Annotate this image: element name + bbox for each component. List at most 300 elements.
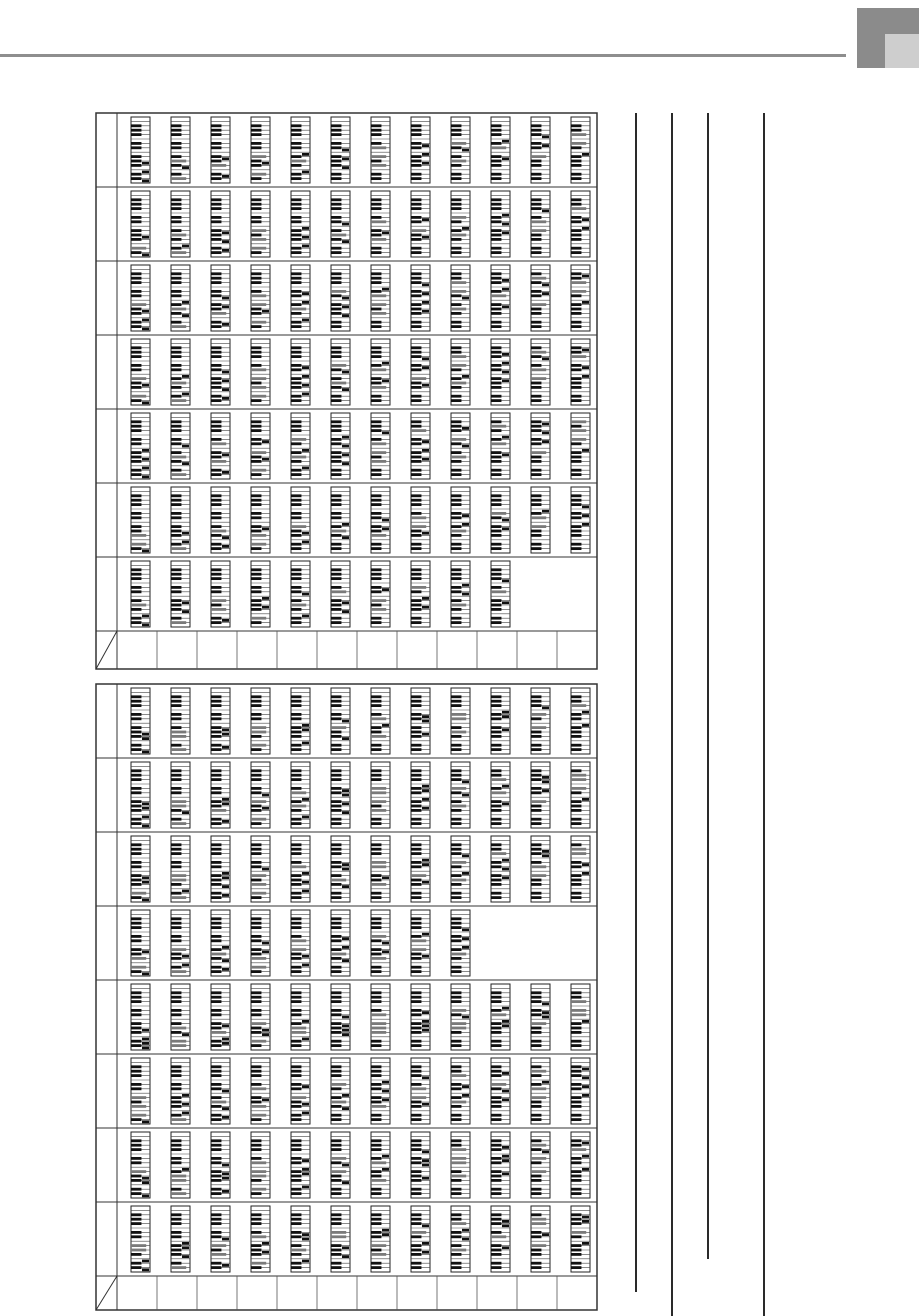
black-key — [331, 368, 341, 371]
black-key — [531, 787, 541, 790]
pressed-key-marker — [302, 366, 309, 369]
black-key — [331, 577, 341, 580]
black-key — [451, 586, 461, 589]
black-key — [211, 704, 221, 707]
black-key — [331, 621, 341, 624]
black-key — [131, 744, 141, 747]
black-key — [331, 787, 341, 790]
black-key — [291, 922, 301, 925]
black-key — [251, 351, 261, 354]
pressed-key-marker — [182, 166, 189, 169]
pressed-black-key — [451, 281, 466, 284]
pressed-black-key — [331, 1157, 346, 1160]
keyboard-diagram — [131, 688, 150, 754]
pressed-key-marker — [422, 449, 429, 452]
black-key — [331, 516, 341, 519]
black-key — [531, 1114, 541, 1117]
side-column-line — [763, 113, 765, 1316]
pressed-black-key — [211, 164, 226, 167]
black-key — [491, 1087, 501, 1090]
black-key — [291, 1074, 301, 1077]
pressed-black-key — [411, 1087, 426, 1090]
black-key — [331, 608, 341, 611]
pressed-key-marker — [142, 816, 149, 819]
black-key — [131, 460, 141, 463]
pressed-key-marker — [222, 323, 229, 326]
black-key — [491, 996, 501, 999]
pressed-black-key — [251, 1040, 266, 1043]
black-key — [531, 883, 541, 886]
keyboard-diagram — [371, 1206, 390, 1272]
keyboard-diagram — [411, 910, 430, 976]
black-key — [531, 386, 541, 389]
black-key — [291, 568, 301, 571]
keyboard-diagram — [291, 836, 310, 902]
black-key — [171, 769, 181, 772]
black-key — [531, 1262, 541, 1265]
pressed-key-marker — [462, 584, 469, 587]
black-key — [571, 1244, 581, 1247]
black-key — [411, 1105, 421, 1108]
black-key — [331, 238, 341, 241]
black-key — [571, 861, 581, 864]
black-key — [371, 1074, 381, 1077]
pressed-key-marker — [342, 462, 349, 465]
black-key — [371, 543, 381, 546]
black-key — [131, 843, 141, 846]
pressed-black-key — [491, 590, 506, 593]
black-key — [491, 1114, 501, 1117]
keyboard-diagram — [331, 339, 350, 405]
pressed-key-marker — [422, 301, 429, 304]
black-key — [371, 420, 381, 423]
pressed-black-key — [411, 948, 426, 951]
black-key — [571, 386, 581, 389]
black-key — [371, 247, 381, 250]
black-key — [291, 1161, 301, 1164]
black-key — [411, 1013, 421, 1016]
black-key — [211, 805, 221, 808]
black-key — [211, 577, 221, 580]
pressed-black-key — [491, 294, 506, 297]
black-key — [491, 991, 501, 994]
black-key — [211, 198, 221, 201]
black-key — [171, 883, 181, 886]
pressed-key-marker — [502, 288, 509, 291]
pressed-key-marker — [222, 240, 229, 243]
pressed-key-marker — [502, 1146, 509, 1149]
pressed-black-key — [571, 142, 586, 145]
pressed-black-key — [491, 791, 506, 794]
keyboard-diagram — [171, 339, 190, 405]
pressed-key-marker — [262, 597, 269, 600]
black-key — [211, 425, 221, 428]
pressed-black-key — [291, 525, 306, 528]
black-key — [451, 124, 461, 127]
pressed-key-marker — [142, 327, 149, 330]
black-key — [531, 355, 541, 358]
keyboard-diagram — [211, 1206, 230, 1272]
pressed-key-marker — [262, 458, 269, 461]
black-key — [171, 425, 181, 428]
pressed-key-marker — [222, 1042, 229, 1045]
keyboard-diagram — [171, 265, 190, 331]
black-key — [291, 451, 301, 454]
keyboard-diagram — [291, 561, 310, 627]
keyboard-diagram — [371, 1132, 390, 1198]
pressed-key-marker — [382, 527, 389, 530]
black-key — [571, 364, 581, 367]
black-key — [411, 469, 421, 472]
black-key — [531, 133, 541, 136]
black-key — [131, 451, 141, 454]
black-key — [371, 1114, 381, 1117]
black-key — [171, 1031, 181, 1034]
black-key — [451, 1040, 461, 1043]
black-key — [371, 124, 381, 127]
keyboard-diagram — [251, 191, 270, 257]
pressed-black-key — [171, 308, 186, 311]
black-key — [491, 818, 501, 821]
pressed-key-marker — [582, 1155, 589, 1158]
pressed-key-marker — [422, 1024, 429, 1027]
pressed-key-marker — [542, 1150, 549, 1153]
pressed-key-marker — [142, 1029, 149, 1032]
pressed-key-marker — [262, 527, 269, 530]
pressed-black-key — [251, 543, 266, 546]
black-key — [371, 577, 381, 580]
black-key — [411, 543, 421, 546]
black-key — [211, 438, 221, 441]
pressed-key-marker — [502, 711, 509, 714]
black-key — [211, 861, 221, 864]
pressed-key-marker — [422, 1159, 429, 1162]
black-key — [251, 456, 261, 459]
black-key — [211, 173, 221, 176]
black-key — [131, 922, 141, 925]
black-key — [291, 1044, 301, 1047]
black-key — [331, 948, 341, 951]
keyboard-diagram — [371, 836, 390, 902]
black-key — [331, 599, 341, 602]
black-key — [131, 160, 141, 163]
black-key — [211, 922, 221, 925]
pressed-key-marker — [302, 375, 309, 378]
black-key — [491, 516, 501, 519]
pressed-key-marker — [342, 601, 349, 604]
black-key — [131, 1000, 141, 1003]
keyboard-diagram — [211, 762, 230, 828]
black-key — [491, 321, 501, 324]
black-key — [371, 1157, 381, 1160]
black-key — [131, 355, 141, 358]
pressed-black-key — [251, 1022, 266, 1025]
black-key — [211, 787, 221, 790]
keyboard-diagram — [331, 1132, 350, 1198]
black-key — [491, 1231, 501, 1234]
black-key — [571, 1249, 581, 1252]
pressed-key-marker — [262, 1242, 269, 1245]
pressed-key-marker — [222, 946, 229, 949]
pressed-black-key — [171, 1027, 186, 1030]
black-key — [571, 124, 581, 127]
black-key — [291, 303, 301, 306]
pressed-black-key — [171, 735, 186, 738]
black-key — [291, 503, 301, 506]
pressed-key-marker — [182, 393, 189, 396]
pressed-key-marker — [262, 1098, 269, 1101]
black-key — [131, 164, 141, 167]
pressed-black-key — [291, 456, 306, 459]
pressed-key-marker — [342, 240, 349, 243]
black-key — [251, 1192, 261, 1195]
black-key — [211, 364, 221, 367]
black-key — [291, 966, 301, 969]
pressed-key-marker — [142, 1046, 149, 1049]
black-key — [571, 1096, 581, 1099]
keyboard-diagram — [291, 339, 310, 405]
black-key — [211, 368, 221, 371]
black-key — [531, 499, 541, 502]
black-key — [291, 577, 301, 580]
black-key — [371, 896, 381, 899]
keyboard-diagram — [331, 191, 350, 257]
keyboard-diagram — [491, 117, 510, 183]
pressed-black-key — [251, 892, 266, 895]
black-key — [251, 1118, 261, 1121]
black-key — [411, 1266, 421, 1269]
black-key — [291, 1235, 301, 1238]
black-key — [211, 355, 221, 358]
black-key — [131, 1188, 141, 1191]
black-key — [291, 1022, 301, 1025]
black-key — [491, 805, 501, 808]
pressed-key-marker — [502, 728, 509, 731]
pressed-key-marker — [142, 1268, 149, 1271]
pressed-black-key — [371, 238, 386, 241]
pressed-key-marker — [382, 876, 389, 879]
black-key — [211, 525, 221, 528]
black-key — [491, 896, 501, 899]
black-key — [211, 1218, 221, 1221]
pressed-key-marker — [302, 393, 309, 396]
pressed-black-key — [531, 377, 546, 380]
black-key — [371, 203, 381, 206]
pressed-key-marker — [462, 1085, 469, 1088]
pressed-key-marker — [422, 1242, 429, 1245]
black-key — [291, 1009, 301, 1012]
black-key — [131, 774, 141, 777]
black-key — [291, 220, 301, 223]
black-key — [531, 879, 541, 882]
pressed-black-key — [451, 382, 466, 385]
black-key — [131, 1266, 141, 1269]
black-key — [291, 1087, 301, 1090]
black-key — [371, 1144, 381, 1147]
black-key — [171, 1244, 181, 1247]
black-key — [411, 386, 421, 389]
black-key — [571, 1087, 581, 1090]
pressed-black-key — [371, 1161, 386, 1164]
black-key — [451, 1118, 461, 1121]
black-key — [291, 704, 301, 707]
black-key — [451, 146, 461, 149]
black-key — [291, 717, 301, 720]
black-key — [411, 534, 421, 537]
pressed-key-marker — [222, 728, 229, 731]
pressed-black-key — [371, 1022, 386, 1025]
black-key — [411, 805, 421, 808]
keyboard-diagram — [451, 265, 470, 331]
black-key — [291, 1213, 301, 1216]
black-key — [491, 399, 501, 402]
black-key — [211, 865, 221, 868]
black-key — [291, 1170, 301, 1173]
pressed-key-marker — [342, 863, 349, 866]
black-key — [491, 160, 501, 163]
pressed-black-key — [531, 220, 546, 223]
black-key — [291, 1065, 301, 1068]
black-key — [211, 1170, 221, 1173]
pressed-black-key — [251, 957, 266, 960]
black-key — [371, 926, 381, 929]
pressed-black-key — [171, 1040, 186, 1043]
pressed-key-marker — [342, 297, 349, 300]
black-key — [451, 1262, 461, 1265]
black-key — [131, 129, 141, 132]
black-key — [291, 321, 301, 324]
keyboard-diagram — [331, 487, 350, 553]
black-key — [531, 473, 541, 476]
black-key — [251, 516, 261, 519]
black-key — [331, 748, 341, 751]
black-key — [531, 1139, 541, 1142]
black-key — [371, 1139, 381, 1142]
black-key — [331, 1148, 341, 1151]
pressed-black-key — [531, 1096, 546, 1099]
keyboard-diagram — [491, 191, 510, 257]
black-key — [291, 473, 301, 476]
pressed-black-key — [451, 234, 466, 237]
black-key — [371, 530, 381, 533]
pressed-key-marker — [182, 541, 189, 544]
black-key — [251, 142, 261, 145]
black-key — [331, 1013, 341, 1016]
black-key — [291, 420, 301, 423]
pressed-black-key — [171, 234, 186, 237]
black-key — [171, 512, 181, 515]
black-key — [251, 865, 261, 868]
keyboard-diagram — [531, 1132, 550, 1198]
black-key — [331, 1218, 341, 1221]
black-key — [331, 586, 341, 589]
black-key — [411, 1192, 421, 1195]
black-key — [411, 382, 421, 385]
pressed-key-marker — [262, 950, 269, 953]
black-key — [251, 1244, 261, 1247]
black-key — [251, 203, 261, 206]
black-key — [491, 272, 501, 275]
keyboard-diagram — [531, 487, 550, 553]
black-key — [331, 568, 341, 571]
pressed-black-key — [491, 1083, 506, 1086]
black-key — [491, 1213, 501, 1216]
keyboard-diagram — [131, 984, 150, 1050]
black-key — [371, 129, 381, 132]
black-key — [451, 1065, 461, 1068]
pressed-key-marker — [422, 881, 429, 884]
black-key — [131, 1235, 141, 1238]
black-key — [211, 1070, 221, 1073]
black-key — [531, 1175, 541, 1178]
pressed-black-key — [491, 146, 506, 149]
pressed-key-marker — [222, 894, 229, 897]
black-key — [291, 1192, 301, 1195]
black-key — [331, 717, 341, 720]
black-key — [491, 229, 501, 232]
pressed-key-marker — [422, 292, 429, 295]
keyboard-diagram — [571, 836, 590, 902]
black-key — [571, 460, 581, 463]
black-key — [491, 700, 501, 703]
black-key — [571, 822, 581, 825]
keyboard-diagram — [291, 762, 310, 828]
black-key — [291, 294, 301, 297]
black-key — [451, 948, 461, 951]
pressed-black-key — [371, 368, 386, 371]
keyboard-diagram — [531, 191, 550, 257]
pressed-black-key — [451, 604, 466, 607]
pressed-black-key — [531, 277, 546, 280]
black-key — [531, 469, 541, 472]
black-key — [491, 1118, 501, 1121]
pressed-black-key — [171, 160, 186, 163]
black-key — [291, 425, 301, 428]
black-key — [371, 922, 381, 925]
black-key — [251, 852, 261, 855]
pressed-key-marker — [462, 1238, 469, 1241]
pressed-key-marker — [142, 807, 149, 810]
pressed-black-key — [451, 805, 466, 808]
black-key — [491, 386, 501, 389]
pressed-key-marker — [302, 245, 309, 248]
black-key — [451, 516, 461, 519]
black-key — [211, 926, 221, 929]
pressed-black-key — [371, 800, 386, 803]
black-key — [131, 290, 141, 293]
black-key — [571, 843, 581, 846]
black-key — [171, 917, 181, 920]
pressed-black-key — [371, 735, 386, 738]
black-key — [291, 818, 301, 821]
black-key — [171, 238, 181, 241]
pressed-black-key — [171, 1266, 186, 1269]
keyboard-diagram — [491, 487, 510, 553]
black-key — [171, 568, 181, 571]
black-key — [331, 865, 341, 868]
black-key — [571, 769, 581, 772]
black-key — [451, 534, 461, 537]
black-key — [171, 1218, 181, 1221]
keyboard-diagram — [251, 117, 270, 183]
pressed-black-key — [291, 865, 306, 868]
black-key — [411, 368, 421, 371]
black-key — [371, 590, 381, 593]
pressed-key-marker — [302, 1103, 309, 1106]
pressed-key-marker — [302, 890, 309, 893]
black-key — [211, 124, 221, 127]
keyboard-diagram — [411, 1058, 430, 1124]
